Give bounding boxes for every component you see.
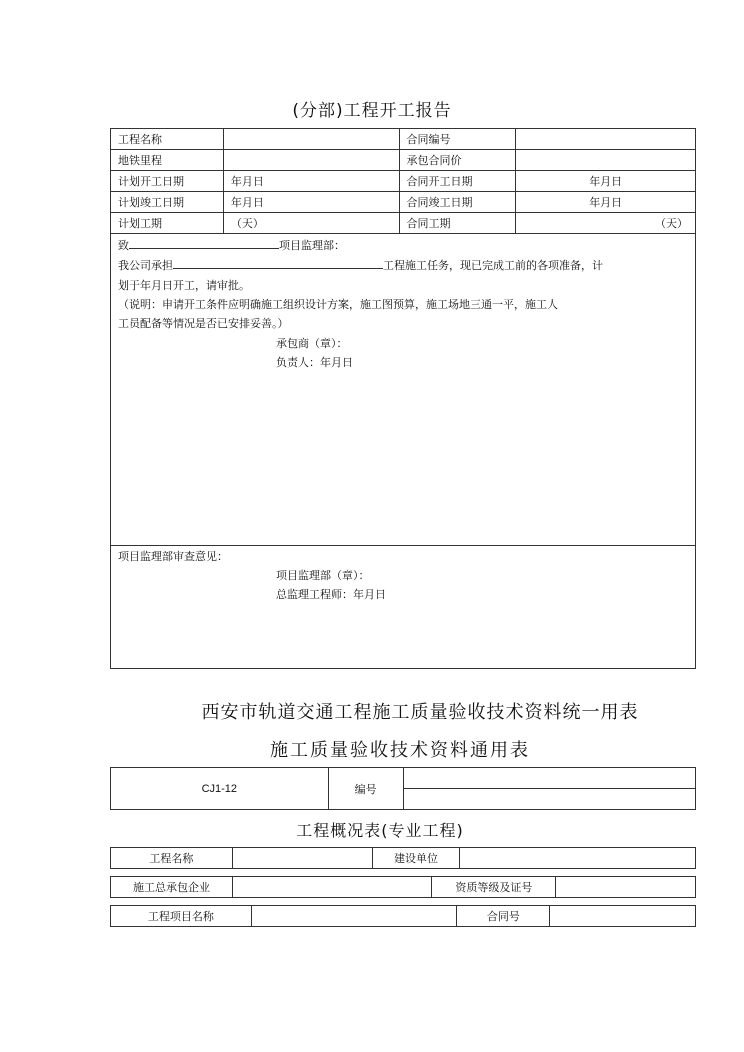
- table-row: [111, 848, 696, 869]
- body-text-a: 我公司承担: [118, 259, 173, 272]
- label-contract-completion: 合同竣工日期: [399, 192, 516, 213]
- value-construction-unit[interactable]: [460, 848, 696, 869]
- table-row: [111, 171, 696, 192]
- contractor-seal: 承包商（章）：: [276, 337, 348, 350]
- form-code-table: [110, 767, 696, 810]
- number-value-1[interactable]: [403, 768, 695, 789]
- chief-engineer: 总监理工程师：年月日: [276, 588, 386, 601]
- number-label: 编号: [328, 768, 403, 810]
- label-contract-price: 承包合同价: [399, 150, 516, 171]
- addressee-blank[interactable]: [129, 237, 279, 249]
- review-title: 项目监理部审查意见：: [118, 550, 228, 563]
- responsible-person: 负责人：年月日: [276, 356, 353, 369]
- report-title: (分部)工程开工报告: [292, 101, 452, 121]
- note-line1: （说明：申请开工条件应明确施工组织设计方案，施工图预算，施工场地三通一平，施工人: [118, 298, 558, 311]
- table-row: [111, 192, 696, 213]
- table-row: [111, 906, 696, 927]
- number-value-2[interactable]: [403, 789, 695, 810]
- overview-row-1: [110, 847, 696, 869]
- label-project-name: 工程名称: [111, 129, 224, 150]
- value-contract-number[interactable]: [550, 906, 696, 927]
- value-contract-start[interactable]: 年月日: [516, 171, 696, 192]
- application-body-line1: [118, 257, 603, 273]
- form-title: 西安市轨道交通工程施工质量验收技术资料统一用表: [201, 702, 639, 723]
- label-contract-start: 合同开工日期: [399, 171, 516, 192]
- label-contract-number: 合同号: [457, 906, 550, 927]
- table-row: [111, 213, 696, 234]
- label-qualification: 资质等级及证号: [432, 877, 556, 898]
- value-project-name[interactable]: [223, 129, 399, 150]
- value-contract-duration[interactable]: （天）: [516, 213, 696, 234]
- value-overview-project-name[interactable]: [232, 848, 372, 869]
- report-info-table: [110, 128, 696, 234]
- application-to-line: [118, 237, 345, 253]
- value-qualification[interactable]: [556, 877, 696, 898]
- label-planned-start: 计划开工日期: [111, 171, 224, 192]
- table-row: [111, 768, 696, 789]
- note-line2: 工员配备等情况是否已安排妥善。）: [118, 317, 289, 330]
- label-contract-no: 合同编号: [399, 129, 516, 150]
- table-row: [111, 129, 696, 150]
- form-subtitle: 施工质量验收技术资料通用表: [270, 740, 530, 761]
- label-metro-mileage: 地铁里程: [111, 150, 224, 171]
- label-planned-duration: 计划工期: [111, 213, 224, 234]
- label-contract-duration: 合同工期: [399, 213, 516, 234]
- value-metro-mileage[interactable]: [223, 150, 399, 171]
- undertaken-project-blank[interactable]: [173, 257, 383, 269]
- label-project-item-name: 工程项目名称: [111, 906, 252, 927]
- to-label: 致: [118, 239, 129, 252]
- value-general-contractor[interactable]: [232, 877, 432, 898]
- label-overview-project-name: 工程名称: [111, 848, 233, 869]
- value-contract-price[interactable]: [516, 150, 696, 171]
- supervision-dept-label: 项目监理部：: [279, 239, 345, 252]
- value-project-item-name[interactable]: [251, 906, 457, 927]
- table-row: [111, 150, 696, 171]
- application-body-line2: 划于年月日开工，请审批。: [118, 279, 250, 292]
- table-row: [111, 877, 696, 898]
- label-general-contractor: 施工总承包企业: [111, 877, 233, 898]
- overview-title: 工程概况表(专业工程): [296, 821, 464, 840]
- value-planned-duration[interactable]: （天）: [223, 213, 399, 234]
- label-construction-unit: 建设单位: [372, 848, 460, 869]
- value-contract-completion[interactable]: 年月日: [516, 192, 696, 213]
- overview-row-2: [110, 876, 696, 898]
- value-contract-no[interactable]: [516, 129, 696, 150]
- overview-row-3: [110, 905, 696, 927]
- body-text-b: 工程施工任务，现已完成工前的各项准备，计: [383, 259, 603, 272]
- label-planned-completion: 计划竣工日期: [111, 192, 224, 213]
- value-planned-completion[interactable]: 年月日: [223, 192, 399, 213]
- review-seal: 项目监理部（章）：: [276, 569, 370, 582]
- value-planned-start[interactable]: 年月日: [223, 171, 399, 192]
- form-code: CJ1-12: [111, 768, 329, 810]
